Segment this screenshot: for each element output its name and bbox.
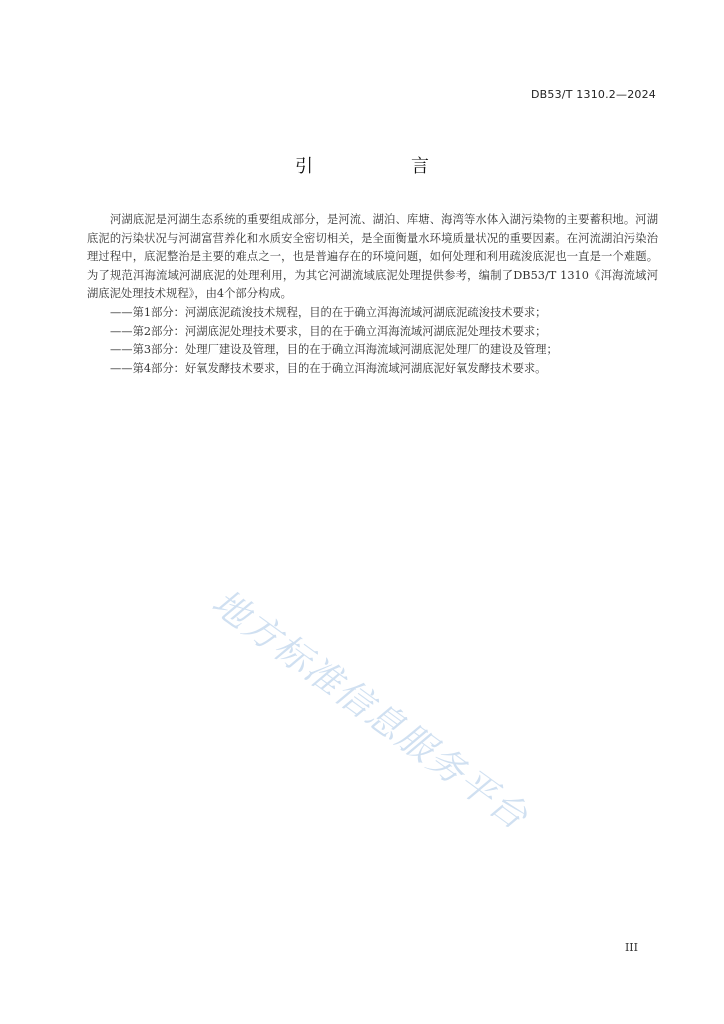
watermark: 地方标准信息服务平台	[204, 582, 536, 839]
document-code: DB53/T 1310.2—2024	[530, 88, 656, 101]
part-item-3: ——第3部分：处理厂建设及管理，目的在于确立洱海流域河湖底泥处理厂的建设及管理；	[110, 343, 558, 357]
page-number: III	[624, 941, 638, 954]
part-item-4: ——第4部分：好氧发酵技术要求，目的在于确立洱海流域河湖底泥好氧发酵技术要求。	[110, 361, 547, 375]
page-title: 引 言	[295, 156, 469, 177]
intro-paragraph: 河湖底泥是河湖生态系统的重要组成部分，是河流、湖泊、库塘、海湾等水体入湖污染物的主要蓄积地。河湖底泥的污染状况与河湖富营养化和水质安全密切相关，是全面衡量水环境质量状况的重要因素。在河流湖泊污染治理过程中，底泥整治是主要的难点之一，也是普遍存在的环境问题，如何处理和利用疏浚底泥也一直是一个难题。为了规范洱海流域河湖底泥的处理利用，为其它河湖流域底泥处理提供参考，编制了DB53/T 1310《洱海流域河湖底泥处理技术规程》，由4个部分构成。	[87, 213, 658, 301]
part-item-1: ——第1部分：河湖底泥疏浚技术规程，目的在于确立洱海流域河湖底泥疏浚技术要求；	[110, 305, 547, 319]
part-item-2: ——第2部分：河湖底泥处理技术要求，目的在于确立洱海流域河湖底泥处理技术要求；	[110, 324, 547, 338]
body-text	[87, 211, 658, 378]
